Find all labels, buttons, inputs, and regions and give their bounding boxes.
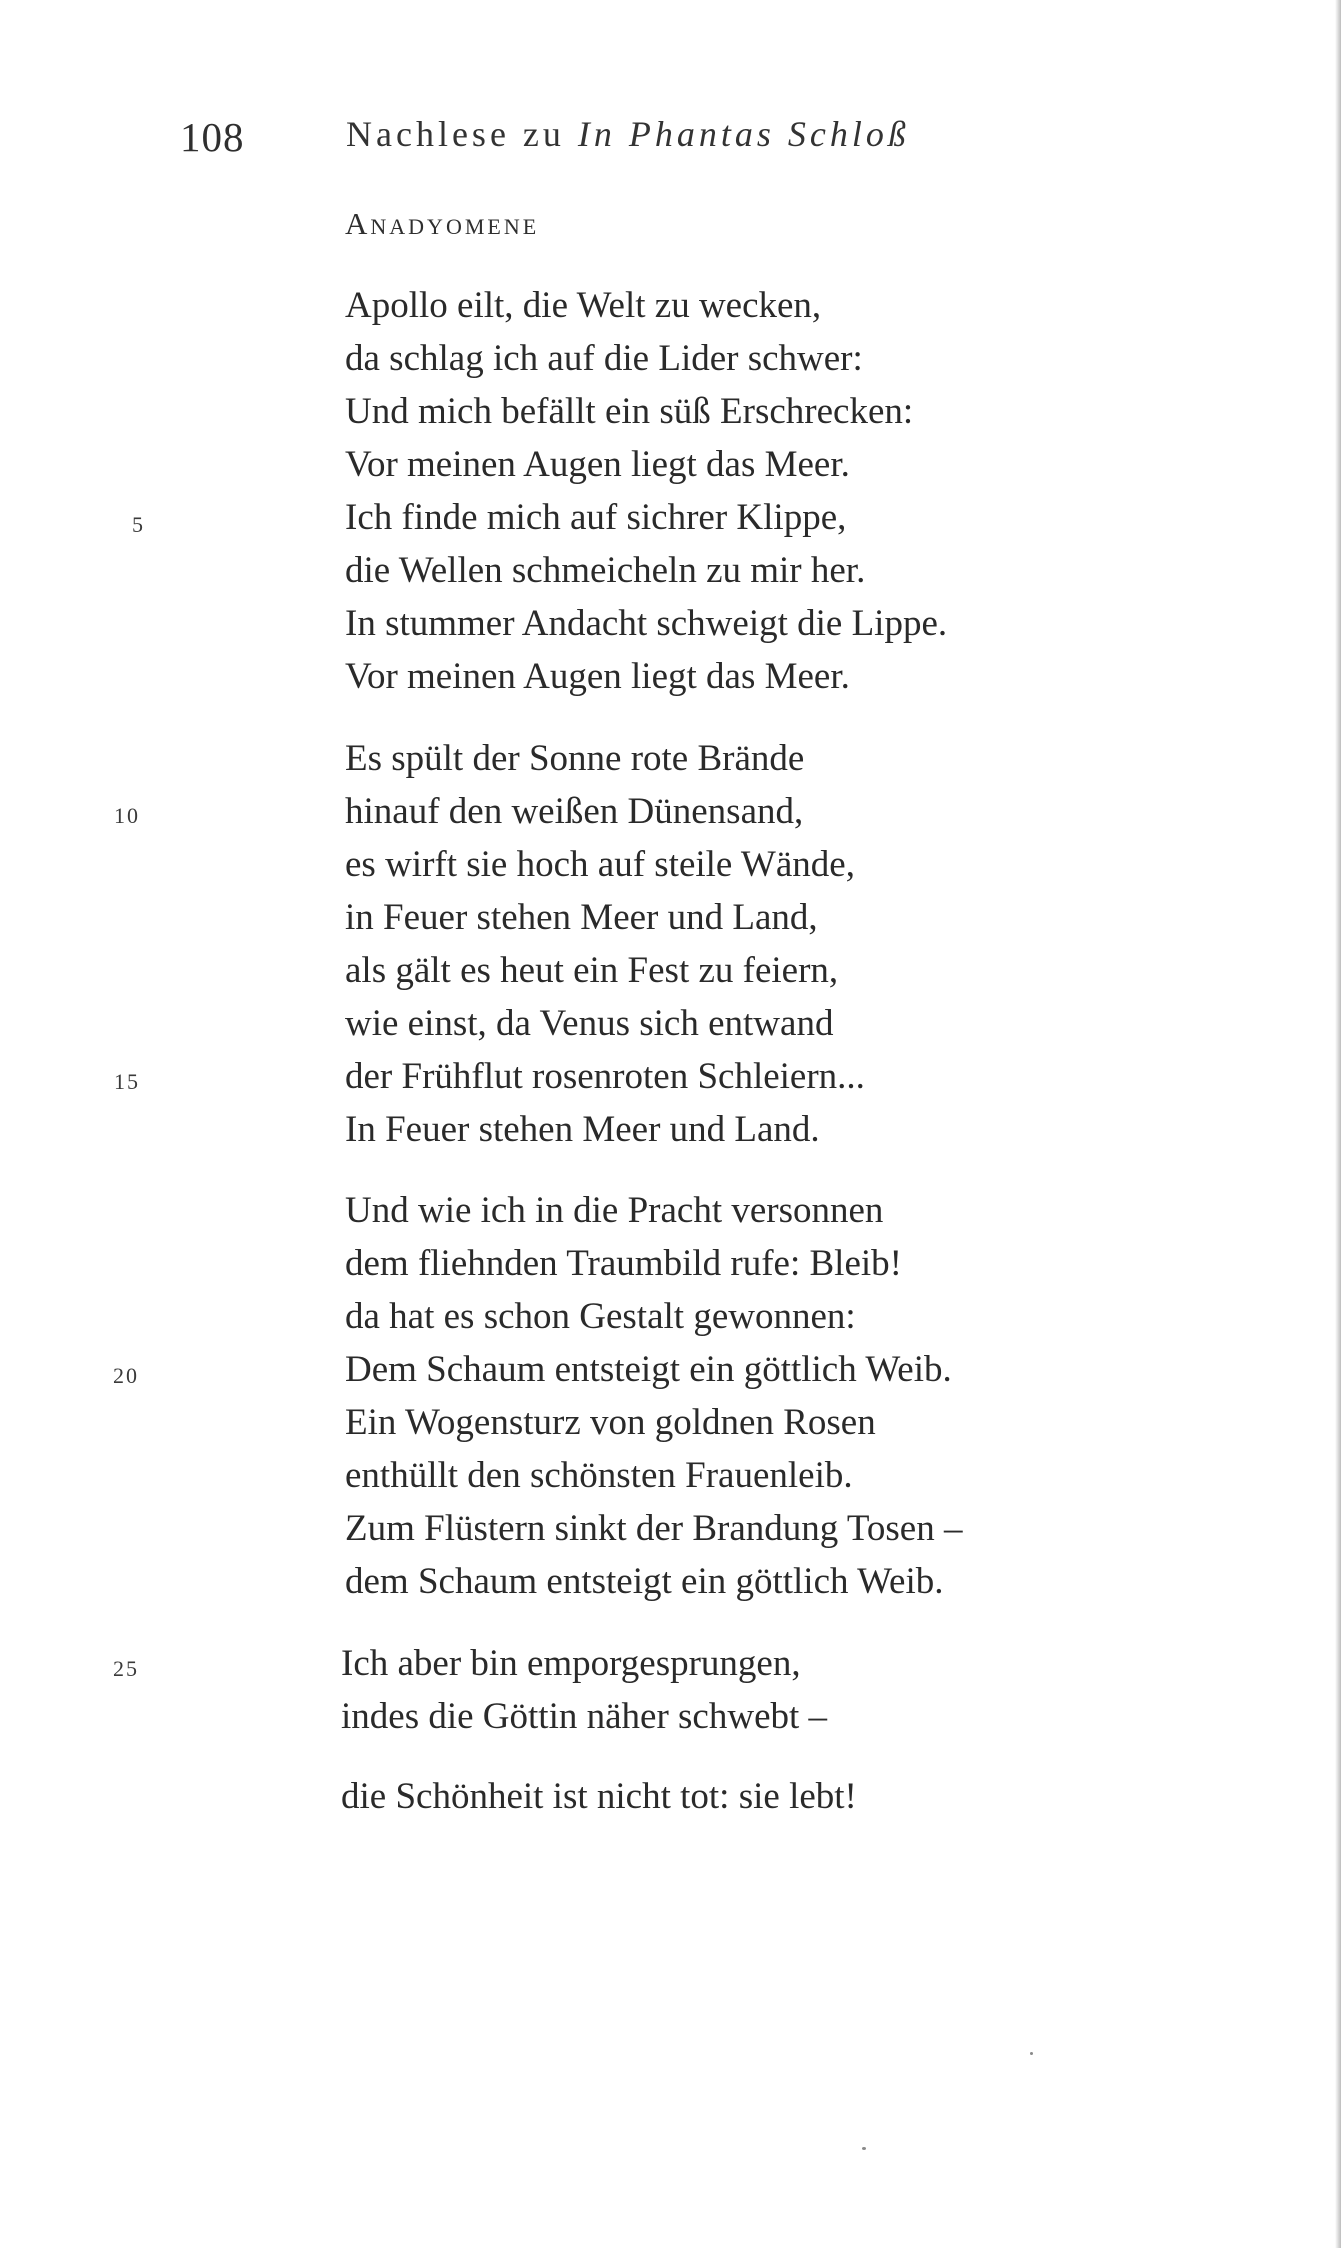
poem-title: Anadyomene	[345, 206, 540, 241]
poem-line-21: Ein Wogensturz von goldnen Rosen	[345, 1402, 876, 1443]
poem-line-4: Vor meinen Augen liegt das Meer.	[345, 444, 850, 485]
poem-line-13: als gält es heut ein Fest zu feiern,	[345, 950, 839, 991]
poem-line-16: In Feuer stehen Meer und Land.	[345, 1109, 820, 1150]
scan-speck	[862, 2147, 866, 2150]
poem-line-2: da schlag ich auf die Lider schwer:	[345, 338, 863, 379]
poem-line-22: enthüllt den schönsten Frauenleib.	[345, 1455, 853, 1496]
poem-line-18: dem fliehnden Traumbild rufe: Bleib!	[345, 1243, 902, 1284]
running-head	[346, 113, 910, 155]
poem-line-10: hinauf den weißen Dünensand,	[345, 791, 804, 832]
poem-line-17: Und wie ich in die Pracht versonnen	[345, 1190, 884, 1231]
poem-line-12: in Feuer stehen Meer und Land,	[345, 897, 818, 938]
poem-line-23: Zum Flüstern sinkt der Brandung Tosen –	[345, 1508, 963, 1549]
page-number: 108	[180, 114, 245, 160]
running-head-title: In Phantas Schloß	[577, 114, 910, 154]
poem-line-19: da hat es schon Gestalt gewonnen:	[345, 1296, 856, 1337]
running-head-prefix: Nachlese zu	[346, 114, 565, 154]
poem-line-1: Apollo eilt, die Welt zu wecken,	[345, 285, 822, 326]
line-number-15: 15	[114, 1069, 140, 1094]
poem-line-27: die Schönheit ist nicht tot: sie lebt!	[341, 1776, 857, 1817]
poem-line-6: die Wellen schmeicheln zu mir her.	[345, 550, 866, 591]
poem-line-15: der Frühflut rosenroten Schleiern...	[345, 1056, 865, 1097]
poem-line-24: dem Schaum entsteigt ein göttlich Weib.	[345, 1561, 944, 1602]
page-edge-shadow	[1335, 0, 1341, 2248]
poem-line-8: Vor meinen Augen liegt das Meer.	[345, 656, 850, 697]
scan-speck	[1030, 2052, 1033, 2055]
line-number-10: 10	[114, 803, 140, 828]
line-number-20: 20	[113, 1363, 139, 1388]
line-number-25: 25	[113, 1656, 139, 1681]
poem-line-9: Es spült der Sonne rote Brände	[345, 738, 805, 779]
poem-line-14: wie einst, da Venus sich entwand	[345, 1003, 834, 1044]
poem-line-11: es wirft sie hoch auf steile Wände,	[345, 844, 855, 885]
poem-line-26: indes die Göttin näher schwebt –	[341, 1696, 828, 1737]
poem-line-20: Dem Schaum entsteigt ein göttlich Weib.	[345, 1349, 952, 1390]
poem-line-7: In stummer Andacht schweigt die Lippe.	[345, 603, 948, 644]
poem-line-3: Und mich befällt ein süß Erschrecken:	[345, 391, 914, 432]
line-number-5: 5	[132, 512, 145, 537]
poem-line-5: Ich finde mich auf sichrer Klippe,	[345, 497, 847, 538]
poem-line-25: Ich aber bin emporgesprungen,	[341, 1643, 801, 1684]
